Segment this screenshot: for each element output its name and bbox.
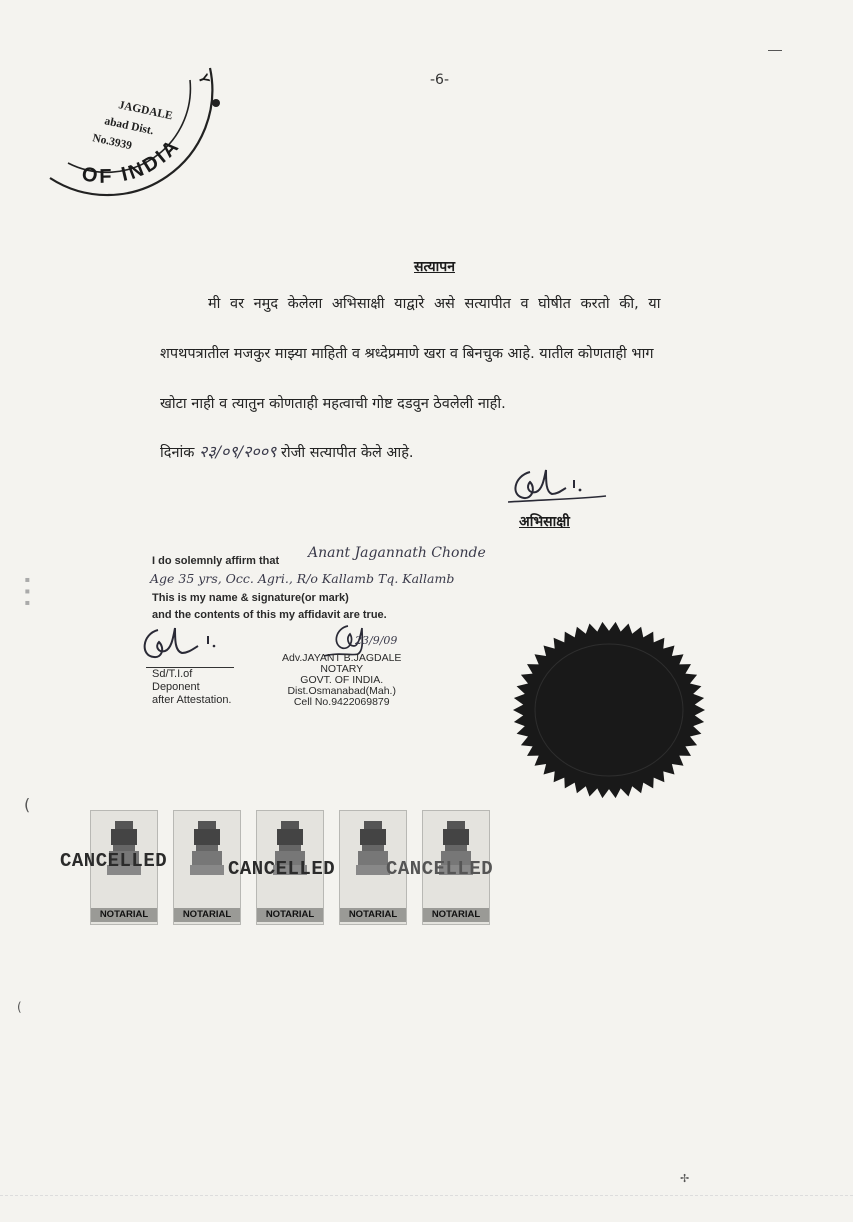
cancelled-stamp: CANCELLED: [228, 858, 336, 880]
stamp-label: NOTARIAL: [340, 908, 406, 922]
deponent-caption: [152, 668, 232, 707]
notary-date-handwritten: 23/9/09: [355, 634, 398, 647]
date-prefix: दिनांक: [160, 445, 195, 461]
stamp-label: NOTARIAL: [174, 908, 240, 922]
notary-govt: GOVT. OF INDIA.: [300, 674, 384, 686]
verification-date-line: [160, 444, 414, 461]
cancelled-stamp: CANCELLED: [386, 858, 494, 880]
date-suffix: रोजी सत्यापीत केले आहे.: [280, 445, 414, 461]
scan-bottom-edge: [0, 1195, 853, 1198]
page-number: -6-: [430, 72, 450, 88]
deponent-label: अभिसाक्षी: [519, 514, 570, 530]
margin-mark: ✢: [680, 1172, 690, 1185]
deponent-caption-line-2: Deponent: [152, 681, 200, 693]
verification-line-2: शपथपत्रातील मजकुर माझ्या माहिती व श्रध्देप्रमाणे खरा व बिनचुक आहे. यातील कोणताही भाग: [160, 346, 654, 362]
seal-line-2: abad Dist.: [103, 115, 155, 138]
ashoka-emblem-icon: [188, 819, 226, 877]
notary-district: Dist.Osmanabad(Mah.): [287, 685, 396, 697]
seal-line-1: JAGDALE: [117, 99, 174, 123]
notary-address-block: [282, 653, 401, 708]
affirm-line: I do solemnly affirm that: [152, 555, 280, 567]
deponent-signature: [508, 462, 608, 507]
verification-line-1: मी वर नमुद केलेला अभिसाक्षी याद्वारे असे सत्यापीत व घोषीत करतो की, या: [208, 296, 661, 312]
deponent-stamp-signature: [138, 622, 238, 667]
contents-true-line: and the contents of this my affidavit are true.: [152, 609, 387, 621]
svg-text:Y: Y: [195, 71, 214, 86]
deponent-caption-line-1: Sd/T.I.of: [152, 668, 193, 680]
embossed-black-seal: [512, 620, 707, 800]
stamp-label: NOTARIAL: [257, 908, 323, 922]
date-handwritten: २३/०९/२००९: [199, 442, 277, 461]
margin-mark: (: [17, 1000, 22, 1014]
verification-heading: सत्यापन: [414, 259, 455, 275]
seal-arc-text: OF INDIA: [80, 134, 185, 188]
notary-phone: Cell No.9422069879: [293, 696, 390, 708]
verification-line-3: खोटा नाही व त्यातुन कोणताही महत्वाची गोष्ट दडवुन ठेवलेली नाही.: [160, 396, 506, 412]
deponent-caption-line-3: after Attestation.: [152, 694, 232, 706]
stamp-label: NOTARIAL: [91, 908, 157, 922]
margin-mark: (: [24, 795, 31, 814]
deponent-name-handwritten: Anant Jagannath Chonde: [308, 545, 486, 561]
deponent-address-handwritten: Age 35 yrs, Occ. Agri., R/o Kallamb Tq. Kallamb: [150, 571, 455, 586]
left-margin-faint-mark: ▪ ▪ ▪: [23, 575, 32, 608]
notary-round-seal: [40, 58, 230, 208]
stamp-label: NOTARIAL: [423, 908, 489, 922]
cancelled-stamp: CANCELLED: [60, 850, 168, 872]
name-signature-line: This is my name & signature(or mark): [152, 592, 349, 604]
seal-line-3: No.3939: [91, 132, 133, 153]
notary-title: NOTARY: [320, 663, 364, 675]
notary-name: Adv.JAYANT B.JAGDALE: [282, 652, 402, 664]
top-edge-mark: [768, 50, 782, 51]
